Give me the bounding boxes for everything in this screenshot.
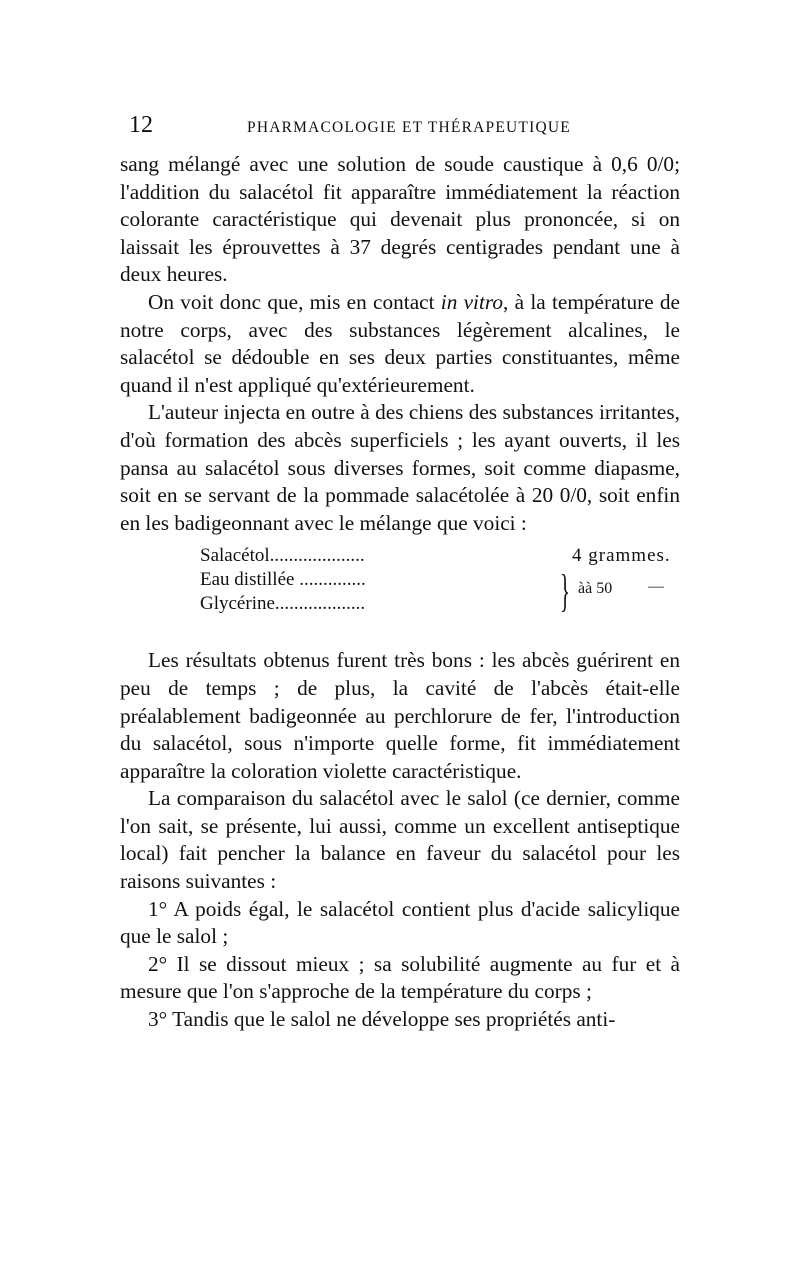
recipe-ditto-dash: —: [648, 578, 664, 596]
paragraph-5: La comparaison du salacétol avec le salol (ce dernier, comme l'on sait, se présente, lui aussi, comme un excellent antiseptique local) fait pencher la balance en faveur du salacétol pour les raisons suivantes :: [120, 786, 680, 894]
paragraph-6: 1° A poids égal, le salacétol contient plus d'acide salicylique que le salol ;: [120, 896, 680, 949]
paragraph-3: L'auteur injecta en outre à des chiens des substances irritantes, d'où formation des abcès superficiels ; les ayant ouverts, il les pansa au salacétol sous diverses formes, soit comme diapasme, soit en se servant de la pommade salacétolée à 20 0/0, soit enfin en les badigeonnant avec le mélange que voici :: [120, 400, 680, 535]
running-title: PHARMACOLOGIE ET THÉRAPEUTIQUE: [247, 119, 571, 136]
paragraph-2-start: On voit donc que, mis en contact: [148, 289, 441, 314]
paragraph-2: [120, 289, 680, 399]
body-text: [120, 151, 680, 1034]
page-header: [129, 112, 669, 142]
recipe-quantity-salacetol: 4 grammes.: [572, 545, 671, 567]
paragraph-2-end: , à la température de notre corps, avec des substances légèrement alcalines, le salacétol se dédouble en ses deux parties constituantes, même quand il n'est appliqué qu'extérieurement.: [120, 289, 681, 397]
recipe-quantity-shared: àà 50: [578, 580, 613, 598]
paragraph-7: 2° Il se dissout mieux ; sa solubilité augmente au fur et à mesure que l'on s'approche de la température du corps ;: [120, 951, 680, 1004]
page-number: 12: [129, 112, 153, 138]
in-vitro-italic: in vitro: [440, 289, 504, 314]
recipe-row-eau-distillee: Eau distillée ..............: [200, 569, 366, 591]
recipe-formula: [120, 545, 680, 637]
recipe-brace: }: [560, 565, 570, 617]
paragraph-1: sang mélangé avec une solution de soude caustique à 0,6 0/0; l'addition du salacétol fit apparaître immédiatement la réaction colorante caractéristique qui devenait plus prononcée, si on laissait les éprouvettes à 37 degrés centigrades pendant une à deux heures.: [120, 152, 680, 287]
recipe-row-glycerine: Glycérine...................: [200, 593, 366, 615]
paragraph-4: Les résultats obtenus furent très bons : les abcès guérirent en peu de temps ; de plus, la cavité de l'abcès était-elle préalablement badigeonnée au perchlorure de fer, l'introduction du salacétol, sous n'importe quelle forme, fit immédiatement apparaître la coloration violette caractéristique.: [120, 648, 680, 783]
paragraph-8: 3° Tandis que le salol ne développe ses propriétés anti-: [148, 1007, 616, 1032]
recipe-row-salacetol: Salacétol....................: [200, 545, 365, 567]
